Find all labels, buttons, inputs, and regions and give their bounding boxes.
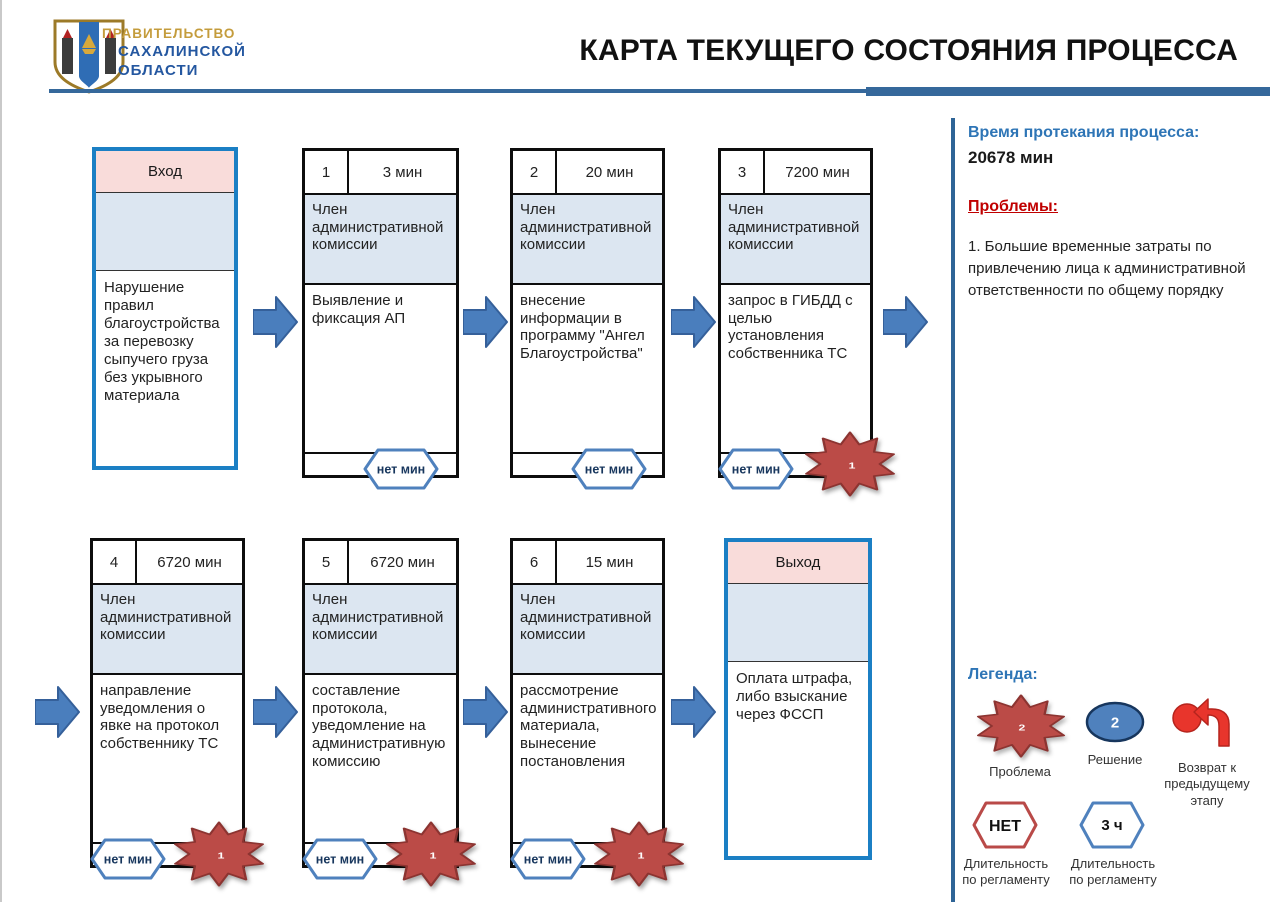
legend-problem-star-icon	[974, 694, 1068, 758]
regulation-duration-badge	[510, 838, 586, 880]
svg-text:1: 1	[217, 851, 225, 862]
header-rule-thin	[49, 89, 866, 93]
svg-text:нет мин: нет мин	[584, 462, 634, 477]
step-box-2	[510, 148, 665, 478]
svg-text:1: 1	[848, 461, 856, 472]
step-box-6	[510, 538, 665, 868]
legend-heading: Легенда:	[968, 666, 1038, 683]
step-role: Член административной комиссии	[721, 195, 870, 285]
input-box-text: Нарушение правил благоустройства за перевозку сыпучего груза без укрывного материала	[104, 279, 220, 404]
problems-heading: Проблемы:	[968, 198, 1058, 215]
step-task: рассмотрение административного материала, вынесение постановления	[520, 682, 657, 770]
step-box-5	[302, 538, 459, 868]
step-number: 4	[93, 541, 137, 583]
legend-duration-none-icon	[971, 800, 1039, 850]
problem-badge	[802, 431, 898, 497]
step-duration: 6720 мин	[370, 553, 435, 571]
flow-arrow-icon	[463, 293, 508, 351]
flow-arrow-icon	[463, 683, 508, 741]
flow-arrow-icon	[253, 683, 298, 741]
legend-duration-time-icon	[1078, 800, 1146, 850]
problem-badge	[383, 821, 479, 887]
step-duration: 6720 мин	[157, 553, 222, 571]
regulation-duration-badge	[718, 448, 794, 490]
step-number: 6	[513, 541, 557, 583]
input-box-title: Вход	[96, 151, 234, 193]
step-duration: 3 мин	[382, 163, 423, 181]
problem-item-1: 1. Большие временные затраты по привлечению лица к административной ответственности по общему порядку	[968, 238, 1246, 299]
step-box-3	[718, 148, 873, 478]
step-number: 1	[305, 151, 349, 193]
legend-return-label: Возврат к предыдущему этапу	[1164, 760, 1250, 808]
step-box-4	[90, 538, 245, 868]
step-number: 3	[721, 151, 765, 193]
step-box-1	[302, 148, 459, 478]
legend-duration-none-label: Длительность по регламенту	[962, 856, 1050, 888]
svg-text:2: 2	[1110, 714, 1120, 732]
org-name-line3: ОБЛАСТИ	[118, 61, 199, 79]
step-task: Выявление и фиксация АП	[312, 292, 406, 327]
problem-badge	[171, 821, 267, 887]
regulation-duration-badge	[302, 838, 378, 880]
regulation-duration-badge	[90, 838, 166, 880]
svg-text:нет мин: нет мин	[103, 852, 153, 867]
org-name-line1: ПРАВИТЕЛЬСТВО	[102, 26, 236, 41]
svg-text:НЕТ: НЕТ	[989, 818, 1021, 835]
step-role: Член административной комиссии	[513, 195, 662, 285]
step-duration: 15 мин	[585, 553, 634, 571]
step-duration: 7200 мин	[785, 163, 850, 181]
process-time-value: 20678 мин	[968, 148, 1054, 167]
header-rule-thick	[866, 87, 1270, 96]
flow-arrow-icon	[883, 293, 928, 351]
output-box-title: Выход	[728, 542, 868, 584]
step-task: направление уведомления о явке на протокол собственнику ТС	[100, 682, 220, 753]
legend-solution-label: Решение	[1087, 752, 1143, 767]
output-box	[724, 538, 872, 860]
svg-text:нет мин: нет мин	[376, 462, 426, 477]
step-number: 5	[305, 541, 349, 583]
step-role: Член административной комиссии	[93, 585, 242, 675]
step-role: Член административной комиссии	[305, 585, 456, 675]
svg-text:нет мин: нет мин	[315, 852, 365, 867]
step-role: Член административной комиссии	[513, 585, 662, 675]
input-box-role-section	[96, 193, 234, 271]
page-title: КАРТА ТЕКУЩЕГО СОСТОЯНИЯ ПРОЦЕССА	[579, 34, 1238, 67]
flow-arrow-icon	[35, 683, 80, 741]
flow-arrow-icon	[671, 683, 716, 741]
svg-text:1: 1	[429, 851, 437, 862]
problem-badge	[591, 821, 687, 887]
svg-text:3 ч: 3 ч	[1101, 817, 1123, 834]
step-role: Член административной комиссии	[305, 195, 456, 285]
legend-solution-icon	[1084, 700, 1146, 744]
step-task: запрос в ГИБДД с целью установления собственника ТС	[728, 292, 853, 363]
org-name	[102, 26, 246, 80]
svg-text:1: 1	[637, 851, 645, 862]
org-name-line2: САХАЛИНСКОЙ	[118, 42, 246, 60]
legend-return-icon	[1172, 696, 1230, 754]
regulation-duration-badge	[363, 448, 439, 490]
step-number: 2	[513, 151, 557, 193]
process-time-label: Время протекания процесса:	[968, 124, 1200, 141]
sidebar-divider	[951, 118, 955, 902]
input-box	[92, 147, 238, 470]
step-duration: 20 мин	[585, 163, 634, 181]
step-task: составление протокола, уведомление на административную комиссию	[312, 682, 446, 770]
legend-duration-time-label: Длительность по регламенту	[1069, 856, 1157, 888]
legend-problem-label: Проблема	[989, 764, 1051, 779]
output-box-text: Оплата штрафа, либо взыскание через ФССП	[736, 670, 853, 723]
svg-text:нет мин: нет мин	[731, 462, 781, 477]
step-task: внесение информации в программу "Ангел Благоустройства"	[520, 292, 645, 363]
regulation-duration-badge	[571, 448, 647, 490]
svg-text:нет мин: нет мин	[523, 852, 573, 867]
svg-text:2: 2	[1018, 724, 1026, 733]
flow-arrow-icon	[253, 293, 298, 351]
flow-arrow-icon	[671, 293, 716, 351]
output-box-role-section	[728, 584, 868, 662]
